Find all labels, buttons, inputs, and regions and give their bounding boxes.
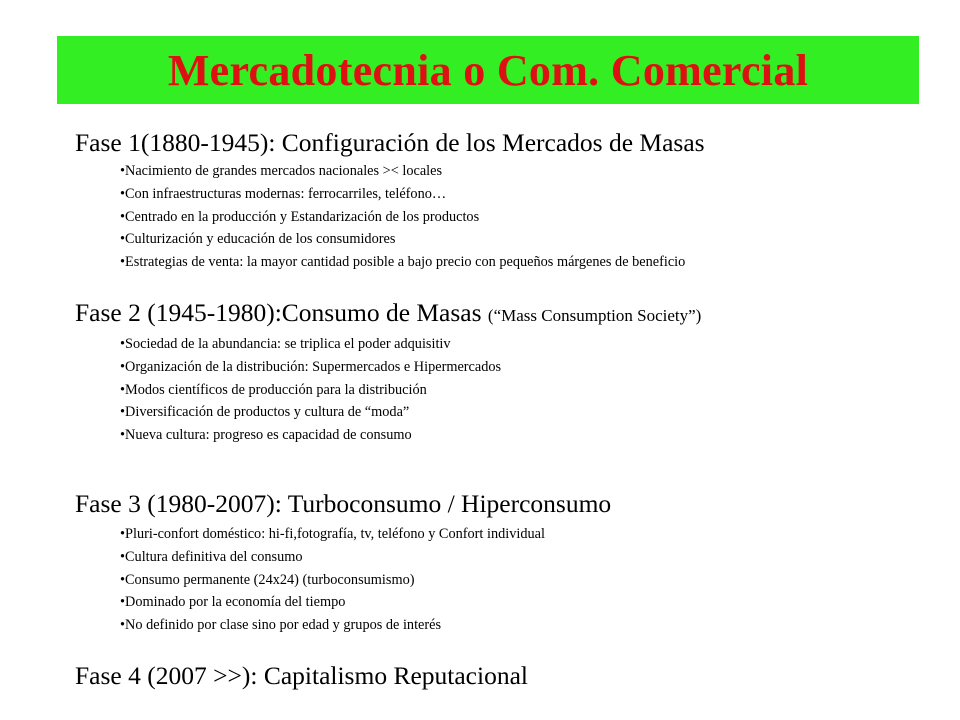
phase-1-heading-text: Fase 1(1880-1945): Configuración de los Mercados de Masas bbox=[75, 128, 705, 157]
title-bar bbox=[57, 36, 919, 104]
phase-4-heading bbox=[75, 661, 528, 691]
phase-3-bullet-list bbox=[120, 523, 545, 637]
bullet-item: • Sociedad de la abundancia: se triplica el poder adquisitiv bbox=[120, 333, 501, 356]
bullet-item: • Cultura definitiva del consumo bbox=[120, 546, 545, 569]
phase-2-heading-note: (“Mass Consumption Society”) bbox=[487, 306, 702, 325]
bullet-item: • Centrado en la producción y Estandarización de los productos bbox=[120, 206, 685, 229]
bullet-item: • Con infraestructuras modernas: ferrocarriles, teléfono… bbox=[120, 183, 685, 206]
phase-1-bullet-list bbox=[120, 160, 685, 274]
phase-2-heading-text: Fase 2 (1945-1980):Consumo de Masas bbox=[75, 298, 488, 327]
phase-3-heading-text: Fase 3 (1980-2007): Turboconsumo / Hiperconsumo bbox=[75, 489, 612, 518]
phase-4-heading-text: Fase 4 (2007 >>): Capitalismo Reputacional bbox=[75, 661, 528, 690]
bullet-item: • Organización de la distribución: Supermercados e Hipermercados bbox=[120, 356, 501, 379]
bullet-item: • No definido por clase sino por edad y grupos de interés bbox=[120, 614, 545, 637]
bullet-item: • Diversificación de productos y cultura de “moda” bbox=[120, 401, 501, 424]
bullet-item: • Nueva cultura: progreso es capacidad de consumo bbox=[120, 424, 501, 447]
bullet-item: • Dominado por la economía del tiempo bbox=[120, 591, 545, 614]
bullet-item: • Modos científicos de producción para la distribución bbox=[120, 379, 501, 402]
phase-3-heading bbox=[75, 489, 611, 519]
phase-2-heading bbox=[75, 298, 701, 328]
page-title: Mercadotecnia o Com. Comercial bbox=[167, 45, 809, 95]
bullet-item: • Consumo permanente (24x24) (turboconsumismo) bbox=[120, 569, 545, 592]
bullet-item: • Pluri-confort doméstico: hi-fi,fotografía, tv, teléfono y Confort individual bbox=[120, 523, 545, 546]
phase-1-heading bbox=[75, 128, 705, 158]
phase-2-bullet-list bbox=[120, 333, 501, 447]
bullet-item: • Culturización y educación de los consumidores bbox=[120, 228, 685, 251]
bullet-item: • Estrategias de venta: la mayor cantidad posible a bajo precio con pequeños márgenes de beneficio bbox=[120, 251, 685, 274]
bullet-item: • Nacimiento de grandes mercados nacionales >< locales bbox=[120, 160, 685, 183]
